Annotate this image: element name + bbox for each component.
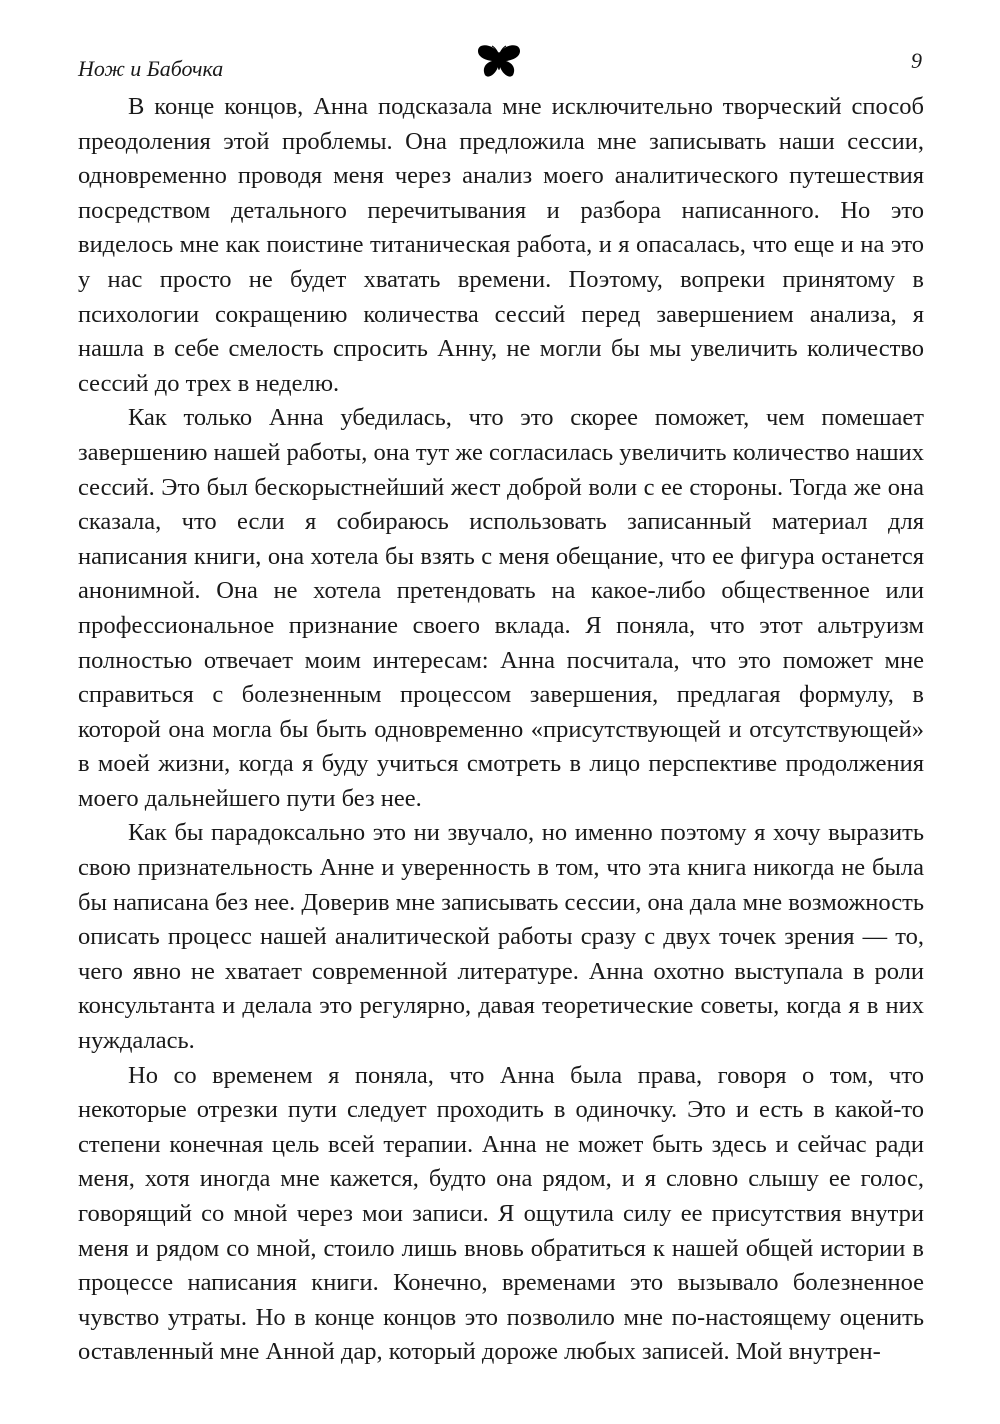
paragraph: Как бы парадоксально это ни звучало, но именно поэтому я хочу выразить свою признательность Анне и уверенность в том, что эта книга никогда не была бы написана без нее. Доверив мне записывать сессии, она дала мне возможность описать процесс нашей аналитической работы сразу с двух точек зрения — то, чего явно не хватает современной литературе. Анна охотно выступала в роли консультанта и делала это регулярно, давая теоретические советы, когда я в них нуждалась. (78, 819, 924, 1055)
body-text (78, 90, 924, 1370)
paragraph: В конце концов, Анна подсказала мне исключительно творческий способ преодоления этой проблемы. Она предложила мне записывать наши сессии, одновременно проводя меня через анализ моего аналитического путешествия посредством детального перечитывания и разбора написанного. Но это виделось мне как поистине титаническая работа, и я опасалась, что еще и на это у нас просто не будет хватать времени. Поэтому, вопреки принятому в психологии сокращению количества сессий перед завершением анализа, я нашла в себе смелость спросить Анну, не могли бы мы увеличить количество сессий до трех в неделю. (78, 93, 924, 397)
page-number: 9 (911, 48, 922, 73)
paragraph: Как только Анна убедилась, что это скорее поможет, чем помешает завершению нашей работы, она тут же согласилась увеличить количество наших сессий. Это был бескорыстнейший жест доброй воли с ее стороны. Тогда же она сказала, что если я собираюсь использовать записанный материал для написания книги, она хотела бы взять с меня обещание, что ее фигура останется анонимной. Она не хотела претендовать на какое-либо общественное или профессиональное признание своего вклада. Я поняла, что этот альтруизм полностью отвечает моим интересам: Анна посчитала, что это поможет мне справиться с болезненным процессом завершения, предлагая формулу, в которой она могла бы быть одновременно «присутствующей и отсутствующей» в моей жизни, когда я буду учиться смотреть в лицо перспективе продолжения моего дальнейшего пути без нее. (78, 404, 924, 812)
butterfly-icon (476, 44, 522, 80)
running-title: Нож и Бабочка (78, 56, 224, 81)
paragraph: Но со временем я поняла, что Анна была права, говоря о том, что некоторые отрезки пути следует проходить в одиночку. Это и есть в какой-то степени конечная цель всей терапии. Анна не может быть здесь и сейчас ради меня, хотя иногда мне кажется, будто она рядом, и я словно слышу ее голос, говорящий со мной через мои записи. Я ощутила силу ее присутствия внутри меня и рядом со мной, стоило лишь вновь обратиться к нашей общей истории в процессе написания книги. Конечно, временами это вызывало болезненное чувство утраты. Но в конце концов это позволило мне по-настоящему оценить оставленный мне Анной дар, который дороже любых записей. Мой внутрен- (78, 1061, 924, 1366)
